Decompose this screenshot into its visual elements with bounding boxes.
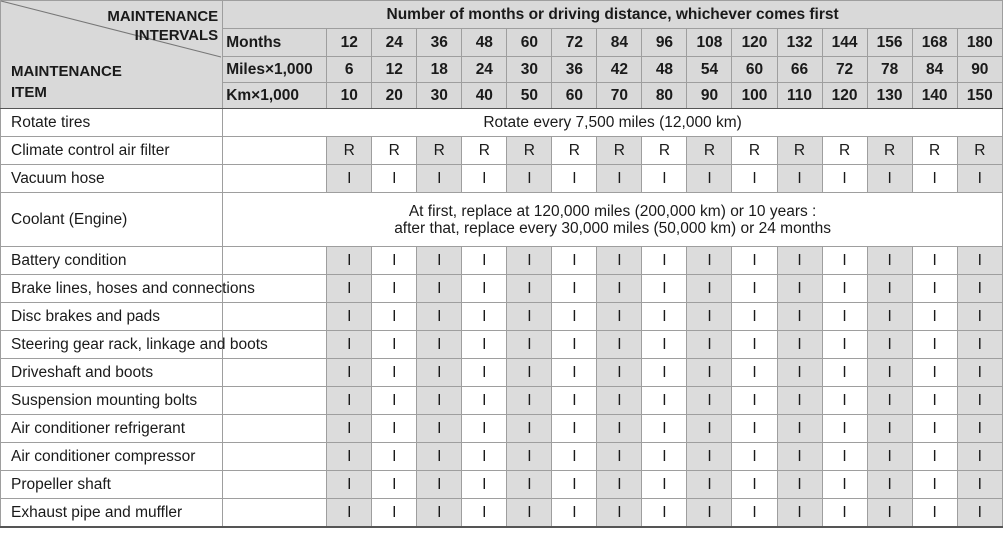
interval-cell: I <box>372 303 417 331</box>
interval-cell: R <box>372 137 417 165</box>
miles-cell: 54 <box>687 57 732 83</box>
interval-cell: I <box>597 247 642 275</box>
item-name: Climate control air filter <box>1 137 223 165</box>
empty-cell <box>223 471 327 499</box>
interval-cell: I <box>552 165 597 193</box>
item-name: Brake lines, hoses and connections <box>1 275 223 303</box>
interval-cell: I <box>732 331 777 359</box>
interval-cell: I <box>912 303 957 331</box>
item-name: Driveshaft and boots <box>1 359 223 387</box>
interval-cell: I <box>507 275 552 303</box>
interval-cell: I <box>912 443 957 471</box>
miles-cell: 60 <box>732 57 777 83</box>
empty-cell <box>223 137 327 165</box>
miles-cell: 84 <box>912 57 957 83</box>
interval-cell: I <box>597 387 642 415</box>
interval-cell: I <box>642 331 687 359</box>
table-row <box>1 387 1003 415</box>
interval-cell: I <box>327 303 372 331</box>
interval-cell: I <box>822 387 867 415</box>
interval-cell: I <box>462 359 507 387</box>
table-row <box>1 471 1003 499</box>
interval-cell: R <box>957 137 1002 165</box>
interval-cell: I <box>777 499 822 527</box>
miles-cell: 48 <box>642 57 687 83</box>
interval-cell: I <box>867 275 912 303</box>
interval-cell: I <box>822 275 867 303</box>
km-cell: 120 <box>822 83 867 109</box>
interval-cell: I <box>597 331 642 359</box>
table-row <box>1 165 1003 193</box>
interval-cell: I <box>552 443 597 471</box>
interval-cell: I <box>867 443 912 471</box>
item-name: Rotate tires <box>1 109 223 137</box>
interval-cell: I <box>912 499 957 527</box>
interval-cell: I <box>642 387 687 415</box>
interval-cell: I <box>327 331 372 359</box>
interval-cell: I <box>777 247 822 275</box>
interval-cell: I <box>462 331 507 359</box>
km-cell: 150 <box>957 83 1002 109</box>
intervals-heading-line2: INTERVALS <box>134 27 219 44</box>
interval-cell: I <box>642 275 687 303</box>
interval-cell: I <box>867 415 912 443</box>
empty-cell <box>223 247 327 275</box>
interval-cell: I <box>327 387 372 415</box>
item-name: Coolant (Engine) <box>1 193 223 247</box>
interval-cell: I <box>327 247 372 275</box>
interval-cell: I <box>417 165 462 193</box>
interval-cell: I <box>327 359 372 387</box>
interval-cell: I <box>552 303 597 331</box>
interval-cell: I <box>957 387 1002 415</box>
empty-cell <box>223 359 327 387</box>
interval-cell: R <box>912 137 957 165</box>
item-name: Air conditioner compressor <box>1 443 223 471</box>
coolant-note-line2: after that, replace every 30,000 miles (50,000 km) or 24 months <box>394 219 831 237</box>
interval-cell: I <box>642 499 687 527</box>
km-cell: 100 <box>732 83 777 109</box>
interval-cell: I <box>732 247 777 275</box>
interval-cell: I <box>597 303 642 331</box>
interval-cell: I <box>372 331 417 359</box>
interval-cell: I <box>372 499 417 527</box>
interval-cell: I <box>687 443 732 471</box>
interval-cell: I <box>552 387 597 415</box>
months-cell: 120 <box>732 29 777 57</box>
interval-cell: I <box>732 443 777 471</box>
interval-cell: I <box>687 471 732 499</box>
km-cell: 20 <box>372 83 417 109</box>
interval-cell: I <box>912 165 957 193</box>
interval-cell: R <box>642 137 687 165</box>
interval-cell: I <box>417 247 462 275</box>
item-note: Rotate every 7,500 miles (12,000 km) <box>223 109 1003 137</box>
coolant-note-line1: At first, replace at 120,000 miles (200,000 km) or 10 years : <box>408 202 817 220</box>
interval-cell: I <box>507 247 552 275</box>
empty-cell <box>223 387 327 415</box>
interval-cell: I <box>642 471 687 499</box>
interval-cell: I <box>822 247 867 275</box>
interval-cell: I <box>462 165 507 193</box>
months-cell: 12 <box>327 29 372 57</box>
interval-cell: I <box>417 303 462 331</box>
interval-cell: I <box>912 275 957 303</box>
interval-cell: R <box>822 137 867 165</box>
interval-cell: I <box>417 443 462 471</box>
interval-cell: I <box>597 471 642 499</box>
interval-cell: I <box>957 165 1002 193</box>
interval-cell: I <box>597 275 642 303</box>
months-cell: 108 <box>687 29 732 57</box>
table-row <box>1 499 1003 527</box>
item-heading-line1: MAINTENANCE <box>11 63 122 80</box>
item-name: Air conditioner refrigerant <box>1 415 223 443</box>
interval-cell: I <box>777 165 822 193</box>
interval-cell: I <box>507 499 552 527</box>
interval-cell: I <box>462 499 507 527</box>
interval-cell: R <box>552 137 597 165</box>
interval-cell: I <box>372 247 417 275</box>
table-row <box>1 443 1003 471</box>
interval-cell: I <box>777 275 822 303</box>
interval-cell: R <box>732 137 777 165</box>
miles-cell: 30 <box>507 57 552 83</box>
item-name: Disc brakes and pads <box>1 303 223 331</box>
interval-cell: I <box>822 415 867 443</box>
interval-cell: I <box>777 331 822 359</box>
interval-cell: I <box>732 415 777 443</box>
interval-cell: I <box>507 415 552 443</box>
item-name: Vacuum hose <box>1 165 223 193</box>
row-label-miles: Miles×1,000 <box>223 57 327 83</box>
interval-cell: I <box>867 303 912 331</box>
km-cell: 30 <box>417 83 462 109</box>
interval-cell: R <box>327 137 372 165</box>
empty-cell <box>223 415 327 443</box>
interval-cell: I <box>507 303 552 331</box>
table-row <box>1 303 1003 331</box>
interval-cell: I <box>507 331 552 359</box>
interval-cell: I <box>732 165 777 193</box>
interval-cell: I <box>912 471 957 499</box>
interval-cell: I <box>642 443 687 471</box>
km-cell: 60 <box>552 83 597 109</box>
interval-cell: I <box>642 247 687 275</box>
interval-cell: I <box>642 415 687 443</box>
km-cell: 80 <box>642 83 687 109</box>
interval-cell: I <box>642 165 687 193</box>
interval-cell: I <box>462 247 507 275</box>
interval-cell: I <box>417 499 462 527</box>
interval-cell: I <box>957 359 1002 387</box>
interval-cell: I <box>462 443 507 471</box>
km-cell: 50 <box>507 83 552 109</box>
miles-cell: 36 <box>552 57 597 83</box>
interval-cell: I <box>732 275 777 303</box>
interval-cell: I <box>732 471 777 499</box>
miles-cell: 42 <box>597 57 642 83</box>
interval-cell: I <box>912 331 957 359</box>
months-cell: 132 <box>777 29 822 57</box>
item-name: Propeller shaft <box>1 471 223 499</box>
interval-cell: I <box>552 415 597 443</box>
interval-cell: I <box>957 275 1002 303</box>
interval-cell: I <box>822 443 867 471</box>
header-row-title <box>1 1 1003 29</box>
interval-cell: I <box>462 471 507 499</box>
interval-cell: R <box>597 137 642 165</box>
interval-cell: I <box>327 471 372 499</box>
item-name: Exhaust pipe and muffler <box>1 499 223 527</box>
months-cell: 60 <box>507 29 552 57</box>
interval-cell: I <box>372 387 417 415</box>
miles-cell: 18 <box>417 57 462 83</box>
miles-cell: 66 <box>777 57 822 83</box>
table-row <box>1 359 1003 387</box>
interval-cell: I <box>777 443 822 471</box>
interval-cell: I <box>417 387 462 415</box>
interval-cell: I <box>372 471 417 499</box>
interval-cell: I <box>417 331 462 359</box>
months-cell: 156 <box>867 29 912 57</box>
interval-cell: I <box>867 499 912 527</box>
months-cell: 72 <box>552 29 597 57</box>
interval-cell: I <box>957 303 1002 331</box>
interval-cell: I <box>912 247 957 275</box>
interval-cell: R <box>777 137 822 165</box>
interval-cell: I <box>957 331 1002 359</box>
interval-cell: I <box>372 443 417 471</box>
interval-cell: I <box>597 443 642 471</box>
interval-cell: I <box>957 247 1002 275</box>
item-heading <box>11 61 122 103</box>
miles-cell: 72 <box>822 57 867 83</box>
km-cell: 70 <box>597 83 642 109</box>
item-heading-line2: ITEM <box>11 84 47 101</box>
interval-cell: I <box>687 359 732 387</box>
interval-cell: I <box>327 415 372 443</box>
interval-cell: I <box>822 471 867 499</box>
empty-cell <box>223 443 327 471</box>
empty-cell <box>223 165 327 193</box>
interval-cell: R <box>687 137 732 165</box>
interval-cell: I <box>372 275 417 303</box>
interval-cell: R <box>867 137 912 165</box>
interval-cell: I <box>957 499 1002 527</box>
interval-cell: I <box>822 165 867 193</box>
interval-cell: I <box>777 359 822 387</box>
interval-cell: I <box>687 415 732 443</box>
interval-cell: I <box>327 275 372 303</box>
interval-cell: I <box>507 471 552 499</box>
interval-cell: I <box>507 387 552 415</box>
interval-cell: I <box>867 471 912 499</box>
interval-cell: I <box>552 359 597 387</box>
intervals-heading <box>107 7 218 45</box>
interval-cell: I <box>462 303 507 331</box>
item-name: Battery condition <box>1 247 223 275</box>
intervals-heading-line1: MAINTENANCE <box>107 8 219 25</box>
interval-cell: I <box>327 165 372 193</box>
interval-cell: I <box>777 303 822 331</box>
months-cell: 36 <box>417 29 462 57</box>
row-label-months: Months <box>223 29 327 57</box>
interval-cell: I <box>552 471 597 499</box>
interval-cell: I <box>417 471 462 499</box>
table-row <box>1 331 1003 359</box>
interval-cell: I <box>507 165 552 193</box>
miles-cell: 90 <box>957 57 1002 83</box>
interval-cell: I <box>777 471 822 499</box>
interval-cell: I <box>462 387 507 415</box>
empty-cell <box>223 499 327 527</box>
interval-cell: I <box>462 275 507 303</box>
interval-cell: I <box>687 387 732 415</box>
months-cell: 144 <box>822 29 867 57</box>
interval-cell: R <box>417 137 462 165</box>
interval-cell: I <box>552 275 597 303</box>
interval-cell: I <box>867 359 912 387</box>
table-row <box>1 275 1003 303</box>
interval-cell: I <box>552 247 597 275</box>
miles-cell: 78 <box>867 57 912 83</box>
interval-cell: I <box>327 499 372 527</box>
interval-cell: I <box>417 275 462 303</box>
interval-cell: I <box>867 247 912 275</box>
interval-cell: R <box>462 137 507 165</box>
interval-cell: I <box>957 471 1002 499</box>
interval-cell: I <box>597 165 642 193</box>
interval-cell: I <box>687 499 732 527</box>
miles-cell: 12 <box>372 57 417 83</box>
interval-cell: I <box>642 359 687 387</box>
km-cell: 110 <box>777 83 822 109</box>
interval-cell: I <box>372 415 417 443</box>
corner-header-cell <box>1 1 223 109</box>
interval-cell: I <box>327 443 372 471</box>
miles-cell: 24 <box>462 57 507 83</box>
item-name: Steering gear rack, linkage and boots <box>1 331 223 359</box>
km-cell: 140 <box>912 83 957 109</box>
interval-cell: I <box>597 415 642 443</box>
interval-cell: I <box>957 443 1002 471</box>
interval-cell: I <box>867 387 912 415</box>
months-cell: 48 <box>462 29 507 57</box>
interval-cell: I <box>912 387 957 415</box>
interval-cell: I <box>597 499 642 527</box>
interval-cell: I <box>822 499 867 527</box>
interval-cell: I <box>552 499 597 527</box>
interval-cell: I <box>687 303 732 331</box>
item-note <box>223 193 1003 247</box>
interval-cell: I <box>552 331 597 359</box>
interval-cell: I <box>507 359 552 387</box>
months-cell: 180 <box>957 29 1002 57</box>
interval-cell: I <box>372 359 417 387</box>
interval-cell: I <box>822 359 867 387</box>
interval-cell: I <box>867 165 912 193</box>
months-cell: 96 <box>642 29 687 57</box>
interval-cell: I <box>507 443 552 471</box>
interval-cell: I <box>642 303 687 331</box>
km-cell: 90 <box>687 83 732 109</box>
interval-cell: I <box>777 387 822 415</box>
interval-cell: I <box>867 331 912 359</box>
interval-cell: I <box>687 165 732 193</box>
interval-cell: I <box>777 415 822 443</box>
interval-cell: I <box>687 275 732 303</box>
km-cell: 130 <box>867 83 912 109</box>
interval-cell: I <box>732 499 777 527</box>
miles-cell: 6 <box>327 57 372 83</box>
interval-cell: I <box>732 387 777 415</box>
interval-cell: I <box>687 247 732 275</box>
months-cell: 24 <box>372 29 417 57</box>
km-cell: 10 <box>327 83 372 109</box>
empty-cell <box>223 303 327 331</box>
months-cell: 168 <box>912 29 957 57</box>
months-cell: 84 <box>597 29 642 57</box>
item-name: Suspension mounting bolts <box>1 387 223 415</box>
interval-cell: I <box>822 303 867 331</box>
table-row <box>1 415 1003 443</box>
header-title: Number of months or driving distance, whichever comes first <box>223 1 1003 29</box>
km-cell: 40 <box>462 83 507 109</box>
table-row <box>1 247 1003 275</box>
interval-cell: I <box>417 359 462 387</box>
interval-cell: I <box>912 415 957 443</box>
interval-cell: I <box>912 359 957 387</box>
table-row <box>1 137 1003 165</box>
interval-cell: I <box>462 415 507 443</box>
interval-cell: I <box>372 165 417 193</box>
interval-cell: R <box>507 137 552 165</box>
interval-cell: I <box>957 415 1002 443</box>
table-row <box>1 193 1003 247</box>
interval-cell: I <box>822 331 867 359</box>
interval-cell: I <box>732 303 777 331</box>
interval-cell: I <box>417 415 462 443</box>
interval-cell: I <box>732 359 777 387</box>
interval-cell: I <box>597 359 642 387</box>
interval-cell: I <box>687 331 732 359</box>
row-label-km: Km×1,000 <box>223 83 327 109</box>
